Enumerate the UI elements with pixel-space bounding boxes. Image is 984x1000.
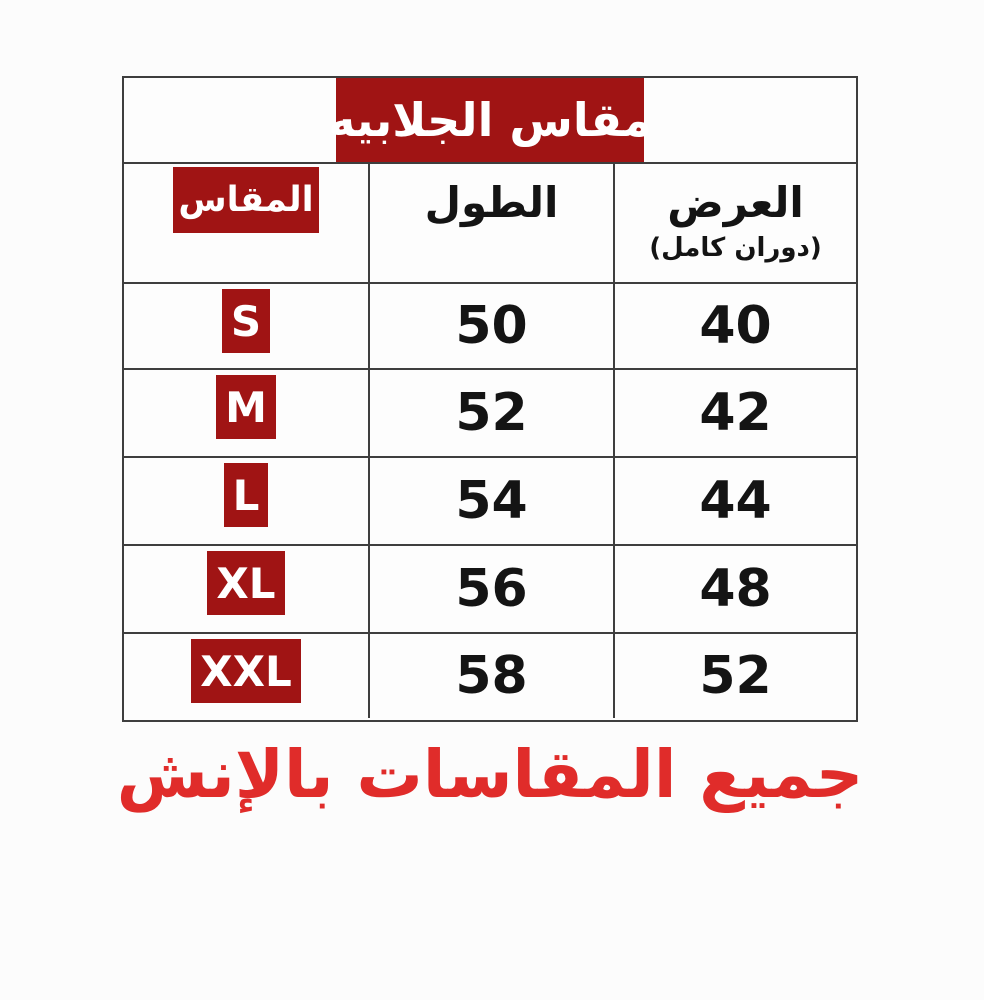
width-column-header-label: العرض bbox=[667, 178, 804, 227]
chart-title-banner: مقاس الجلابيه bbox=[336, 78, 644, 162]
table-row-m-size-cell bbox=[124, 368, 368, 456]
table-row-xxl-length-cell bbox=[368, 632, 613, 718]
table-row-l-width-cell bbox=[613, 456, 856, 544]
size-column-header-badge: المقاس bbox=[173, 167, 319, 233]
table-row-l-length-cell bbox=[368, 456, 613, 544]
table-row-m-width-cell bbox=[613, 368, 856, 456]
width-value: 40 bbox=[699, 296, 772, 356]
table-row-xl-size-cell bbox=[124, 544, 368, 632]
length-column-header-label: الطول bbox=[424, 178, 559, 227]
width-value: 42 bbox=[699, 383, 772, 443]
table-row-xl-width-cell bbox=[613, 544, 856, 632]
table-row-l-size-cell bbox=[124, 456, 368, 544]
table-row-xxl-size-cell bbox=[124, 632, 368, 718]
size-badge: XL bbox=[207, 551, 284, 615]
width-value: 44 bbox=[699, 471, 772, 531]
width-value: 48 bbox=[699, 559, 772, 619]
table-row-s-length-cell bbox=[368, 282, 613, 368]
table-row-m-length-cell bbox=[368, 368, 613, 456]
table-row-xl-length-cell bbox=[368, 544, 613, 632]
length-value: 56 bbox=[455, 559, 528, 619]
size-badge: M bbox=[216, 375, 276, 439]
length-value: 50 bbox=[455, 296, 528, 356]
table-row-s-width-cell bbox=[613, 282, 856, 368]
width-column-subheader: (دوران كامل) bbox=[649, 233, 822, 263]
size-chart-table bbox=[122, 76, 858, 722]
size-badge: XXL bbox=[191, 639, 301, 703]
length-value: 52 bbox=[455, 383, 528, 443]
length-column-header bbox=[368, 162, 613, 282]
length-value: 54 bbox=[455, 471, 528, 531]
width-column-header bbox=[613, 162, 856, 282]
table-row-s-size-cell bbox=[124, 282, 368, 368]
size-column-header-cell bbox=[124, 162, 368, 282]
size-badge: L bbox=[224, 463, 269, 527]
table-row-xxl-width-cell bbox=[613, 632, 856, 718]
length-value: 58 bbox=[455, 646, 528, 706]
size-badge: S bbox=[222, 289, 270, 353]
units-footnote: جميع المقاسات بالإنش bbox=[116, 736, 864, 813]
width-value: 52 bbox=[699, 646, 772, 706]
title-row bbox=[124, 78, 856, 162]
